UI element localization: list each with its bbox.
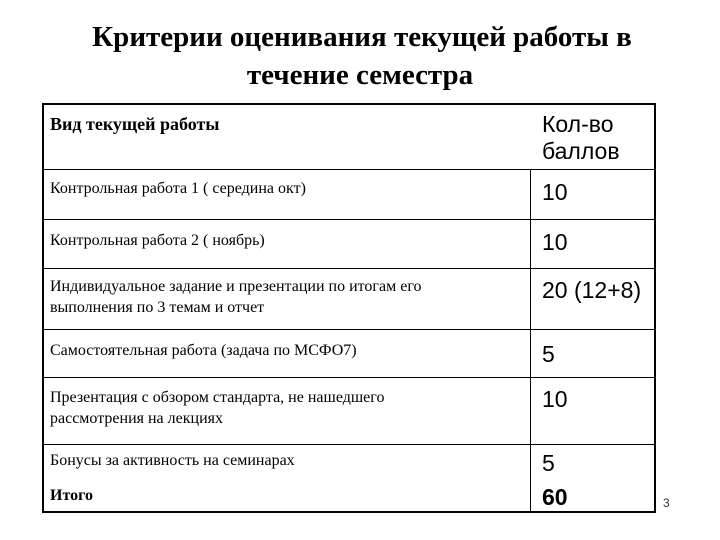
table-header-row	[44, 105, 654, 169]
table-row	[44, 219, 654, 268]
row-work-line-2: рассмотрения на лекциях	[50, 410, 223, 427]
header-points	[542, 111, 652, 165]
total-points: 60	[542, 484, 568, 510]
header-points-line-1: Кол-во	[542, 111, 614, 137]
total-row	[44, 479, 654, 511]
row-work: Контрольная работа 1 ( середина окт)	[50, 180, 306, 197]
slide-title	[0, 18, 720, 94]
table-row	[44, 329, 654, 377]
slide-title-line-2: течение семестра	[246, 59, 474, 91]
row-points: 10	[542, 386, 568, 412]
row-work: Контрольная работа 2 ( ноябрь)	[50, 232, 265, 249]
row-points: 5	[542, 450, 555, 476]
row-points: 5	[542, 341, 555, 367]
criteria-table	[42, 103, 656, 513]
row-work	[50, 387, 522, 429]
table-row	[44, 377, 654, 444]
row-work-line-2: выполнения по 3 темам и отчет	[50, 299, 265, 316]
header-work-type: Вид текущей работы	[50, 114, 220, 134]
slide-title-line-1: Критерии оценивания текущей работы в	[92, 21, 632, 53]
row-points: 20 (12+8)	[542, 277, 642, 303]
page-number: 3	[663, 496, 670, 510]
row-points: 10	[542, 229, 568, 255]
table-row	[44, 169, 654, 219]
row-work-line-1: Презентация с обзором стандарта, не нашедшего	[50, 389, 385, 406]
row-points: 10	[542, 179, 568, 205]
row-work: Самостоятельная работа (задача по МСФО7)	[50, 342, 357, 359]
table-row	[44, 444, 654, 479]
row-work	[50, 276, 522, 318]
row-work: Бонусы за активность на семинарах	[50, 452, 295, 469]
table-row	[44, 268, 654, 329]
header-points-line-2: баллов	[542, 138, 620, 164]
row-work-line-1: Индивидуальное задание и презентации по итогам его	[50, 278, 422, 295]
total-label: Итого	[50, 487, 93, 504]
